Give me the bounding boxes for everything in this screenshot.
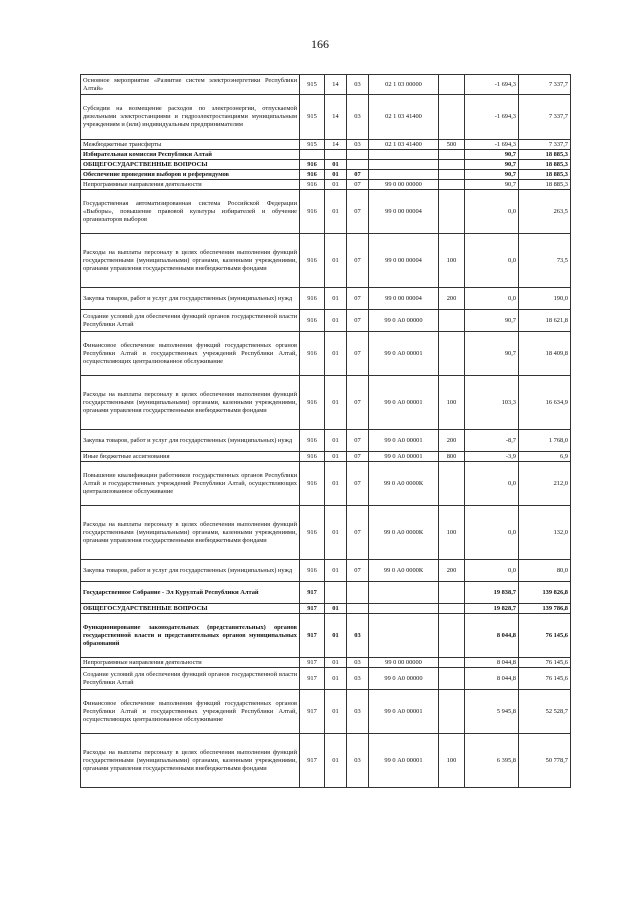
cell-expense-type bbox=[439, 75, 465, 95]
row-name: Функционирование законодательных (представительных) органов государственной власти и представительных органов муниципальных образований bbox=[81, 614, 300, 658]
row-name: ОБЩЕГОСУДАРСТВЕННЫЕ ВОПРОСЫ bbox=[81, 604, 300, 614]
cell-section: 01 bbox=[325, 190, 347, 234]
cell-total-amount: 132,0 bbox=[519, 506, 571, 560]
cell-target-article: 99 0 А0 00001 bbox=[369, 452, 439, 462]
cell-change-amount: 90,7 bbox=[465, 180, 519, 190]
cell-expense-type: 100 bbox=[439, 234, 465, 288]
cell-total-amount: 6,9 bbox=[519, 452, 571, 462]
cell-gr-code: 916 bbox=[300, 190, 325, 234]
cell-change-amount: -1 694,3 bbox=[465, 95, 519, 140]
cell-section: 01 bbox=[325, 234, 347, 288]
cell-expense-type bbox=[439, 614, 465, 658]
cell-gr-code: 916 bbox=[300, 332, 325, 376]
cell-total-amount: 18 409,8 bbox=[519, 332, 571, 376]
cell-expense-type bbox=[439, 658, 465, 668]
cell-expense-type bbox=[439, 180, 465, 190]
table-row bbox=[81, 160, 571, 170]
cell-change-amount: 90,7 bbox=[465, 150, 519, 160]
row-name: Государственная автоматизированная система Российской Федерации «Выборы», повышение правовой культуры избирателей и обучение организаторов выборов bbox=[81, 190, 300, 234]
cell-target-article: 99 0 А0 00001 bbox=[369, 430, 439, 452]
cell-section bbox=[325, 150, 347, 160]
cell-gr-code: 917 bbox=[300, 668, 325, 690]
cell-section: 01 bbox=[325, 614, 347, 658]
cell-total-amount: 76 145,6 bbox=[519, 614, 571, 658]
cell-gr-code: 915 bbox=[300, 75, 325, 95]
row-name: Финансовое обеспечение выполнения функций государственных органов Республики Алтай и государственных учреждений Республики Алтай, осуществляющих централизованное обслуживание bbox=[81, 332, 300, 376]
cell-expense-type bbox=[439, 150, 465, 160]
cell-target-article: 99 0 А0 0000К bbox=[369, 506, 439, 560]
cell-gr-code: 916 bbox=[300, 452, 325, 462]
row-name: Расходы на выплаты персоналу в целях обеспечения выполнения функций государственными (муниципальными) органами, казенными учреждениями, органами управления государственными внебюджетными фондами bbox=[81, 506, 300, 560]
cell-subsection: 07 bbox=[347, 560, 369, 582]
cell-expense-type bbox=[439, 332, 465, 376]
page-number: 166 bbox=[311, 37, 329, 51]
cell-expense-type: 200 bbox=[439, 560, 465, 582]
cell-target-article bbox=[369, 170, 439, 180]
row-name: Расходы на выплаты персоналу в целях обеспечения выполнения функций государственными (муниципальными) органами, казенными учреждениями, органами управления государственными внебюджетными фондами bbox=[81, 234, 300, 288]
cell-subsection: 07 bbox=[347, 190, 369, 234]
row-name: Закупка товаров, работ и услуг для государственных (муниципальных) нужд bbox=[81, 560, 300, 582]
cell-total-amount: 50 778,7 bbox=[519, 734, 571, 788]
cell-target-article bbox=[369, 604, 439, 614]
cell-target-article: 99 0 А0 00001 bbox=[369, 690, 439, 734]
cell-subsection: 07 bbox=[347, 332, 369, 376]
row-name: Основное мероприятие «Развитие систем электроэнергетики Республики Алтай» bbox=[81, 75, 300, 95]
cell-section: 01 bbox=[325, 668, 347, 690]
row-name: Создание условий для обеспечения функций органов государственной власти Республики Алтай bbox=[81, 310, 300, 332]
cell-change-amount: 5 945,8 bbox=[465, 690, 519, 734]
cell-gr-code: 917 bbox=[300, 734, 325, 788]
cell-expense-type bbox=[439, 668, 465, 690]
cell-total-amount: 1 768,0 bbox=[519, 430, 571, 452]
cell-expense-type bbox=[439, 170, 465, 180]
table-row bbox=[81, 140, 571, 150]
table-row bbox=[81, 734, 571, 788]
cell-subsection: 07 bbox=[347, 234, 369, 288]
cell-gr-code: 916 bbox=[300, 376, 325, 430]
cell-target-article: 02 1 03 00000 bbox=[369, 75, 439, 95]
cell-gr-code: 915 bbox=[300, 95, 325, 140]
cell-expense-type: 200 bbox=[439, 430, 465, 452]
table-row bbox=[81, 690, 571, 734]
cell-total-amount: 76 145,6 bbox=[519, 668, 571, 690]
row-name: Расходы на выплаты персоналу в целях обеспечения выполнения функций государственными (муниципальными) органами, казенными учреждениями, органами управления государственными внебюджетными фондами bbox=[81, 734, 300, 788]
cell-gr-code: 916 bbox=[300, 462, 325, 506]
cell-target-article bbox=[369, 150, 439, 160]
row-name: ОБЩЕГОСУДАРСТВЕННЫЕ ВОПРОСЫ bbox=[81, 160, 300, 170]
table-row bbox=[81, 614, 571, 658]
cell-total-amount: 18 885,3 bbox=[519, 150, 571, 160]
cell-change-amount: 90,7 bbox=[465, 310, 519, 332]
cell-change-amount: 19 828,7 bbox=[465, 604, 519, 614]
cell-total-amount: 18 885,3 bbox=[519, 160, 571, 170]
row-name: Расходы на выплаты персоналу в целях обеспечения выполнения функций государственными (муниципальными) органами, казенными учреждениями, органами управления государственными внебюджетными фондами bbox=[81, 376, 300, 430]
cell-gr-code: 917 bbox=[300, 658, 325, 668]
table-row bbox=[81, 430, 571, 452]
cell-section: 14 bbox=[325, 75, 347, 95]
table-row bbox=[81, 462, 571, 506]
cell-subsection: 07 bbox=[347, 452, 369, 462]
cell-total-amount: 263,5 bbox=[519, 190, 571, 234]
cell-change-amount: -3,9 bbox=[465, 452, 519, 462]
cell-change-amount: 8 044,8 bbox=[465, 658, 519, 668]
cell-subsection: 03 bbox=[347, 140, 369, 150]
cell-section: 14 bbox=[325, 140, 347, 150]
cell-total-amount: 76 145,6 bbox=[519, 658, 571, 668]
row-name: Закупка товаров, работ и услуг для государственных (муниципальных) нужд bbox=[81, 288, 300, 310]
cell-section: 14 bbox=[325, 95, 347, 140]
row-name: Непрограммные направления деятельности bbox=[81, 658, 300, 668]
cell-subsection bbox=[347, 604, 369, 614]
cell-total-amount: 190,0 bbox=[519, 288, 571, 310]
cell-subsection: 07 bbox=[347, 180, 369, 190]
cell-subsection: 03 bbox=[347, 95, 369, 140]
cell-change-amount: 6 395,8 bbox=[465, 734, 519, 788]
cell-subsection bbox=[347, 160, 369, 170]
row-name: Закупка товаров, работ и услуг для государственных (муниципальных) нужд bbox=[81, 430, 300, 452]
cell-expense-type: 100 bbox=[439, 506, 465, 560]
cell-section: 01 bbox=[325, 170, 347, 180]
row-name: Обеспечение проведения выборов и референдумов bbox=[81, 170, 300, 180]
table-row bbox=[81, 310, 571, 332]
cell-gr-code: 916 bbox=[300, 310, 325, 332]
cell-change-amount: 0,0 bbox=[465, 190, 519, 234]
cell-gr-code: 916 bbox=[300, 234, 325, 288]
cell-target-article: 02 1 03 41400 bbox=[369, 140, 439, 150]
cell-change-amount: 90,7 bbox=[465, 332, 519, 376]
cell-target-article: 99 0 00 00000 bbox=[369, 658, 439, 668]
cell-subsection: 03 bbox=[347, 75, 369, 95]
cell-expense-type bbox=[439, 190, 465, 234]
cell-subsection: 07 bbox=[347, 170, 369, 180]
row-name: Непрограммные направления деятельности bbox=[81, 180, 300, 190]
cell-subsection: 03 bbox=[347, 668, 369, 690]
cell-expense-type bbox=[439, 160, 465, 170]
cell-section: 01 bbox=[325, 430, 347, 452]
row-name: Создание условий для обеспечения функций органов государственной власти Республики Алтай bbox=[81, 668, 300, 690]
cell-total-amount: 73,5 bbox=[519, 234, 571, 288]
cell-target-article: 99 0 00 00004 bbox=[369, 190, 439, 234]
table-row bbox=[81, 376, 571, 430]
cell-gr-code bbox=[300, 150, 325, 160]
cell-expense-type: 800 bbox=[439, 452, 465, 462]
cell-change-amount: 0,0 bbox=[465, 506, 519, 560]
cell-gr-code: 916 bbox=[300, 288, 325, 310]
cell-subsection: 03 bbox=[347, 690, 369, 734]
cell-section: 01 bbox=[325, 288, 347, 310]
cell-total-amount: 7 337,7 bbox=[519, 140, 571, 150]
cell-total-amount: 139 786,8 bbox=[519, 604, 571, 614]
cell-section: 01 bbox=[325, 452, 347, 462]
cell-subsection: 07 bbox=[347, 430, 369, 452]
row-name: Иные бюджетные ассигнования bbox=[81, 452, 300, 462]
cell-subsection: 07 bbox=[347, 376, 369, 430]
cell-total-amount: 18 621,8 bbox=[519, 310, 571, 332]
cell-change-amount: -1 694,3 bbox=[465, 140, 519, 150]
cell-subsection: 07 bbox=[347, 462, 369, 506]
row-name: Избирательная комиссия Республики Алтай bbox=[81, 150, 300, 160]
cell-section: 01 bbox=[325, 376, 347, 430]
row-name: Межбюджетные трансферты bbox=[81, 140, 300, 150]
cell-gr-code: 916 bbox=[300, 560, 325, 582]
cell-expense-type: 100 bbox=[439, 734, 465, 788]
cell-section: 01 bbox=[325, 180, 347, 190]
cell-total-amount: 18 885,3 bbox=[519, 170, 571, 180]
cell-total-amount: 18 885,3 bbox=[519, 180, 571, 190]
cell-expense-type bbox=[439, 95, 465, 140]
cell-section: 01 bbox=[325, 604, 347, 614]
cell-section: 01 bbox=[325, 310, 347, 332]
table-row bbox=[81, 190, 571, 234]
cell-total-amount: 52 528,7 bbox=[519, 690, 571, 734]
cell-target-article: 99 0 А0 00001 bbox=[369, 332, 439, 376]
cell-target-article bbox=[369, 582, 439, 604]
cell-subsection: 03 bbox=[347, 658, 369, 668]
cell-total-amount: 7 337,7 bbox=[519, 75, 571, 95]
cell-change-amount: -8,7 bbox=[465, 430, 519, 452]
row-name: Повышение квалификации работников государственных органов Республики Алтай и государственных учреждений Республики Алтай, осуществляющих централизованное обслуживание bbox=[81, 462, 300, 506]
cell-target-article: 99 0 А0 00000 bbox=[369, 310, 439, 332]
cell-subsection: 07 bbox=[347, 310, 369, 332]
table-row bbox=[81, 604, 571, 614]
cell-target-article bbox=[369, 614, 439, 658]
cell-expense-type: 100 bbox=[439, 376, 465, 430]
cell-change-amount: 90,7 bbox=[465, 170, 519, 180]
cell-change-amount: 8 044,8 bbox=[465, 614, 519, 658]
cell-gr-code: 917 bbox=[300, 604, 325, 614]
table-row bbox=[81, 332, 571, 376]
cell-section: 01 bbox=[325, 332, 347, 376]
cell-change-amount: 19 838,7 bbox=[465, 582, 519, 604]
cell-change-amount: 8 044,8 bbox=[465, 668, 519, 690]
cell-expense-type: 500 bbox=[439, 140, 465, 150]
cell-section: 01 bbox=[325, 506, 347, 560]
table-row bbox=[81, 506, 571, 560]
cell-subsection bbox=[347, 582, 369, 604]
budget-table bbox=[80, 74, 571, 788]
cell-gr-code: 916 bbox=[300, 160, 325, 170]
cell-change-amount: 0,0 bbox=[465, 288, 519, 310]
cell-total-amount: 212,0 bbox=[519, 462, 571, 506]
cell-subsection: 03 bbox=[347, 614, 369, 658]
cell-target-article: 99 0 А0 00001 bbox=[369, 376, 439, 430]
row-name: Субсидии на возмещение расходов по электроэнергии, отпускаемой дизельными электростанциями и гидроэлектростанциями муниципальным учреждениям и (или) индивидуальным предпринимателям bbox=[81, 95, 300, 140]
cell-section bbox=[325, 582, 347, 604]
row-name: Государственное Собрание - Эл Курултай Республики Алтай bbox=[81, 582, 300, 604]
cell-total-amount: 80,0 bbox=[519, 560, 571, 582]
cell-section: 01 bbox=[325, 160, 347, 170]
cell-gr-code: 916 bbox=[300, 506, 325, 560]
cell-change-amount: -1 694,3 bbox=[465, 75, 519, 95]
cell-target-article: 99 0 А0 00000 bbox=[369, 668, 439, 690]
table-row bbox=[81, 658, 571, 668]
cell-section: 01 bbox=[325, 658, 347, 668]
cell-total-amount: 7 337,7 bbox=[519, 95, 571, 140]
table-row bbox=[81, 95, 571, 140]
table-row bbox=[81, 560, 571, 582]
cell-section: 01 bbox=[325, 734, 347, 788]
cell-change-amount: 0,0 bbox=[465, 560, 519, 582]
cell-target-article: 99 0 00 00004 bbox=[369, 288, 439, 310]
table-row bbox=[81, 582, 571, 604]
cell-expense-type bbox=[439, 462, 465, 506]
cell-subsection bbox=[347, 150, 369, 160]
cell-target-article: 99 0 00 00000 bbox=[369, 180, 439, 190]
cell-section: 01 bbox=[325, 690, 347, 734]
cell-target-article: 99 0 А0 0000К bbox=[369, 560, 439, 582]
row-name: Финансовое обеспечение выполнения функций государственных органов Республики Алтай и государственных учреждений Республики Алтай, осуществляющих централизованное обслуживание bbox=[81, 690, 300, 734]
cell-expense-type bbox=[439, 604, 465, 614]
cell-target-article: 99 0 А0 00001 bbox=[369, 734, 439, 788]
cell-gr-code: 917 bbox=[300, 582, 325, 604]
cell-section: 01 bbox=[325, 462, 347, 506]
cell-expense-type: 200 bbox=[439, 288, 465, 310]
table-row bbox=[81, 288, 571, 310]
cell-gr-code: 916 bbox=[300, 430, 325, 452]
table-row bbox=[81, 75, 571, 95]
cell-total-amount: 139 826,8 bbox=[519, 582, 571, 604]
cell-change-amount: 103,3 bbox=[465, 376, 519, 430]
cell-expense-type bbox=[439, 690, 465, 734]
table-row bbox=[81, 150, 571, 160]
cell-gr-code: 916 bbox=[300, 170, 325, 180]
cell-subsection: 07 bbox=[347, 288, 369, 310]
table-row bbox=[81, 668, 571, 690]
table-row bbox=[81, 170, 571, 180]
cell-target-article: 02 1 03 41400 bbox=[369, 95, 439, 140]
cell-change-amount: 90,7 bbox=[465, 160, 519, 170]
table-row bbox=[81, 180, 571, 190]
cell-target-article: 99 0 А0 0000К bbox=[369, 462, 439, 506]
cell-target-article: 99 0 00 00004 bbox=[369, 234, 439, 288]
cell-gr-code: 917 bbox=[300, 614, 325, 658]
cell-change-amount: 0,0 bbox=[465, 234, 519, 288]
cell-subsection: 07 bbox=[347, 506, 369, 560]
cell-target-article bbox=[369, 160, 439, 170]
cell-gr-code: 916 bbox=[300, 180, 325, 190]
cell-expense-type bbox=[439, 582, 465, 604]
cell-gr-code: 917 bbox=[300, 690, 325, 734]
cell-gr-code: 915 bbox=[300, 140, 325, 150]
cell-change-amount: 0,0 bbox=[465, 462, 519, 506]
table-row bbox=[81, 234, 571, 288]
table-row bbox=[81, 452, 571, 462]
cell-section: 01 bbox=[325, 560, 347, 582]
cell-total-amount: 16 634,9 bbox=[519, 376, 571, 430]
cell-subsection: 03 bbox=[347, 734, 369, 788]
cell-expense-type bbox=[439, 310, 465, 332]
